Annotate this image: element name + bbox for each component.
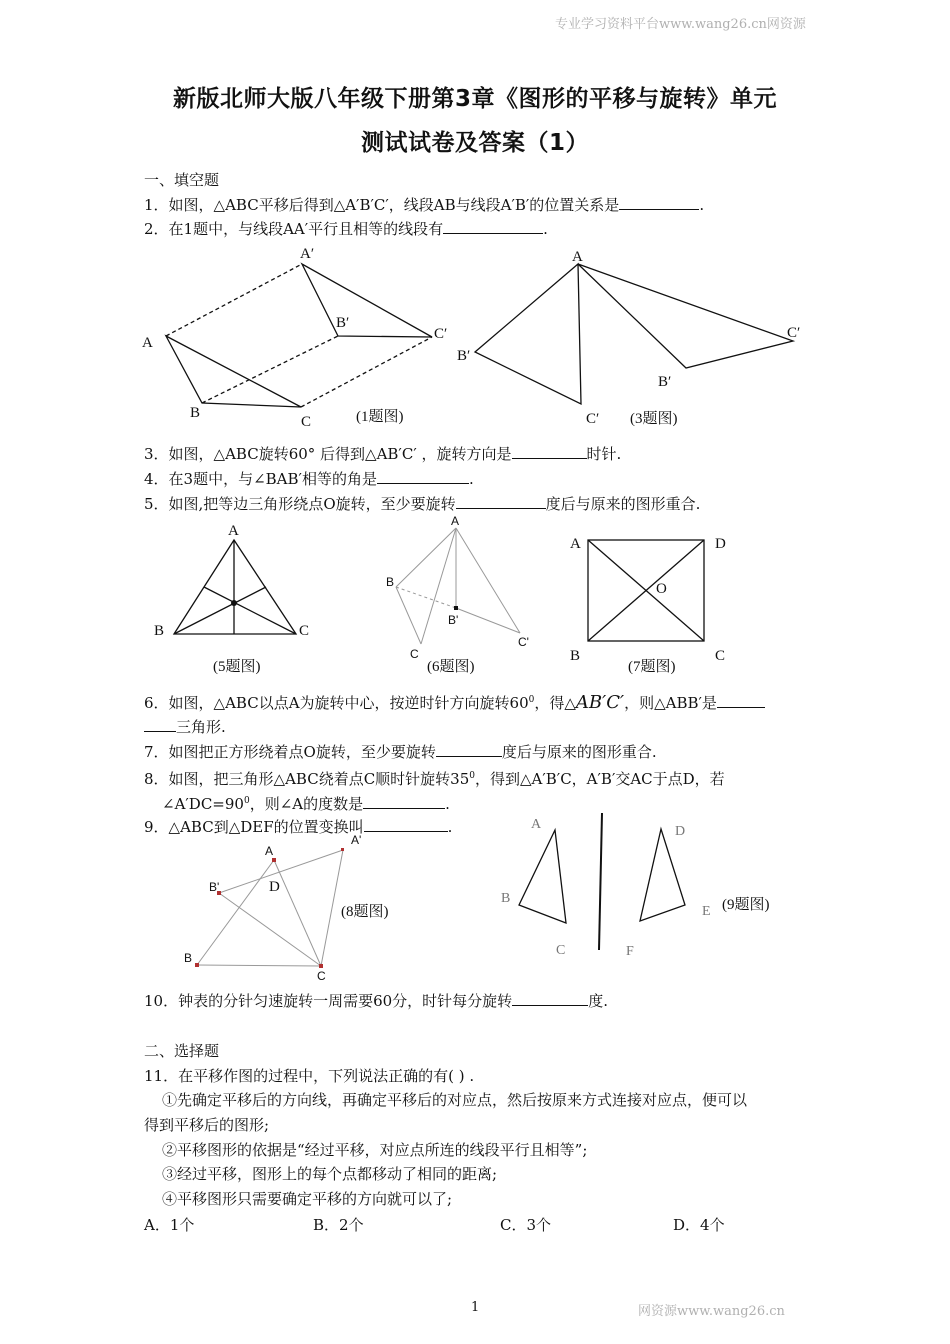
triangle-def	[640, 829, 685, 921]
statement-2: ②平移图形的依据是“经过平移，对应点所连的线段平行且相等”;	[162, 1141, 588, 1159]
figure-1-caption: (1题图)	[356, 409, 404, 425]
option-d[interactable]: D．4个	[673, 1216, 725, 1234]
center-point	[231, 600, 237, 606]
answer-blank-3[interactable]	[512, 443, 587, 459]
label-b-prime: B'	[448, 613, 459, 627]
label-d: D	[269, 879, 280, 895]
answer-blank-8[interactable]	[363, 793, 445, 809]
figure-9	[495, 805, 815, 970]
label-c: C′	[586, 411, 600, 427]
dashed-aa	[166, 264, 302, 336]
triangle-abc	[519, 830, 566, 923]
label-a: A	[142, 335, 153, 351]
triangle-ab-prime-c-prime	[578, 264, 793, 368]
question-2: 2．在1题中，与线段AA′平行且相等的线段有 .	[144, 220, 548, 238]
question-6	[144, 690, 765, 713]
label-b: B	[154, 623, 165, 639]
footer-watermark: 网资源www.wang26.cn	[638, 1304, 785, 1319]
math-ab-prime-c-prime: AB′C′	[575, 692, 625, 713]
question-7-text: 7．如图把正方形绕着点O旋转，至少要旋转	[144, 743, 436, 761]
divider-line	[599, 813, 602, 950]
statement-1: ①先确定平移后的方向线，再确定平移后的对应点，然后按原来方式连接对应点，便可以	[162, 1091, 748, 1109]
question-6-suffix: 三角形.	[176, 718, 226, 736]
option-b[interactable]: B．2个	[313, 1216, 364, 1234]
question-10-suffix: 度.	[588, 992, 608, 1010]
figure-8-caption: (8题图)	[341, 904, 389, 920]
question-8	[144, 766, 725, 789]
answer-blank-4[interactable]	[377, 468, 469, 484]
question-8-text: 8．如图，把三角形△ABC绕着点C顺时针旋转35	[144, 770, 470, 788]
label-b: B	[184, 951, 193, 965]
degree-superscript: 0	[528, 695, 535, 705]
figure-3	[450, 240, 820, 440]
label-a-prime: A′	[300, 246, 315, 262]
label-c: C	[299, 623, 310, 639]
equilateral-triangle	[174, 540, 296, 634]
figure-6-caption: (6题图)	[427, 659, 475, 675]
label-e: E	[702, 904, 711, 919]
figure-3-caption: (3题图)	[630, 411, 678, 427]
figure-5-caption: (5题图)	[213, 659, 261, 675]
question-1-text: 1．如图，△ABC平移后得到△A′B′C′，线段AB与线段A′B′的位置关系是	[144, 196, 620, 214]
question-7-suffix: 度后与原来的图形重合.	[501, 743, 657, 761]
dashed-cc	[301, 337, 432, 407]
figure-7-caption: (7题图)	[628, 659, 676, 675]
question-5-text: 5．如图,把等边三角形绕点O旋转，至少要旋转	[144, 495, 456, 513]
question-6-text: 6．如图，△ABC以点A为旋转中心，按逆时针方向旋转60	[144, 694, 529, 712]
label-o: O	[656, 581, 667, 597]
section-choice-heading: 二、选择题	[144, 1042, 220, 1060]
label-b-prime: B'	[209, 880, 220, 894]
question-6-text-3: ，则△ABB′是	[624, 694, 717, 712]
figure-8	[175, 830, 435, 985]
label-f: F	[626, 944, 634, 959]
question-7	[144, 741, 657, 762]
figure-1	[130, 240, 460, 440]
question-9-text: 9．△ABC到△DEF的位置变换叫	[144, 818, 364, 836]
question-3-text: 3．如图，△ABC旋转60° 后得到△AB′C′ ，旋转方向是	[144, 445, 512, 463]
question-4-text: 4．在3题中，与∠BAB′相等的角是	[144, 470, 377, 488]
label-c-prime: C′	[434, 326, 448, 342]
triangle-abc	[475, 264, 581, 404]
answer-blank-1[interactable]	[619, 194, 699, 210]
question-5-suffix: 度后与原来的图形重合.	[545, 495, 701, 513]
question-8-ask: ，则∠A的度数是	[249, 795, 364, 813]
label-b: B	[501, 891, 511, 906]
question-4: 4．在3题中，与∠BAB′相等的角是 .	[144, 470, 474, 488]
question-3	[144, 443, 621, 464]
answer-blank-7[interactable]	[436, 741, 502, 757]
answer-blank-5[interactable]	[456, 493, 546, 509]
answer-blank-6b[interactable]	[144, 716, 176, 732]
label-c: C	[715, 648, 726, 664]
statement-4: ④平移图形只需要确定平移的方向就可以了;	[162, 1190, 453, 1208]
label-d: D	[715, 536, 726, 552]
question-6-text-2: ，得△	[534, 694, 576, 712]
triangle-abc-prime	[302, 264, 432, 337]
figure-9-caption: (9题图)	[722, 897, 770, 913]
label-d: D	[675, 824, 686, 839]
page-title-line2: 测试试卷及答案（1）	[360, 130, 589, 156]
question-8-condition: ∠A′DC=90	[162, 795, 244, 813]
label-c: C	[317, 969, 326, 983]
question-10-text: 10．钟表的分针匀速旋转一周需要60分，时针每分旋转	[144, 992, 513, 1010]
statement-3: ③经过平移，图形上的每个点都移动了相同的距离;	[162, 1165, 498, 1183]
question-5	[144, 493, 700, 514]
question-1: 1．如图，△ABC平移后得到△A′B′C′，线段AB与线段A′B′的位置关系是 .	[144, 196, 705, 214]
answer-blank-2[interactable]	[443, 218, 543, 234]
dashed-bb	[202, 336, 338, 403]
label-c: C	[410, 647, 419, 661]
answer-blank-10[interactable]	[512, 990, 588, 1006]
label-c-prime: C′	[787, 325, 801, 341]
option-a[interactable]: A．1个	[144, 1216, 195, 1234]
figure-5	[140, 515, 340, 685]
label-a: A	[572, 249, 583, 265]
label-b: B	[386, 575, 395, 589]
statement-1-continued: 得到平移后的图形;	[144, 1116, 270, 1134]
label-b-prime: B′	[658, 374, 672, 390]
label-a: A	[228, 523, 239, 539]
label-c-prime: C'	[518, 635, 529, 649]
figure-6	[380, 512, 580, 687]
answer-blank-6a[interactable]	[717, 692, 765, 708]
label-b: B	[570, 648, 581, 664]
label-a-prime: A'	[351, 833, 362, 847]
label-c: C	[301, 414, 312, 430]
question-3-suffix: 时针.	[586, 445, 622, 463]
section-fill-blank-heading: 一、填空题	[144, 171, 220, 189]
figure-7	[560, 528, 750, 683]
question-6-continued	[144, 716, 226, 737]
label-a: A	[451, 514, 460, 528]
question-11: 11．在平移作图的过程中，下列说法正确的有( ) .	[144, 1067, 475, 1085]
label-c: C	[556, 943, 566, 958]
question-2-text: 2．在1题中，与线段AA′平行且相等的线段有	[144, 220, 444, 238]
label-b: B′	[457, 348, 471, 364]
header-watermark: 专业学习资料平台www.wang26.cn网资源	[555, 17, 806, 32]
label-a: A	[531, 817, 542, 832]
degree-superscript: 0	[469, 771, 475, 781]
question-9: 9．△ABC到△DEF的位置变换叫 .	[144, 818, 453, 836]
label-a: A	[570, 536, 581, 552]
question-8-text-2: ，得到△A′B′C，A′B′交AC于点D，若	[475, 770, 725, 788]
page-title-line1: 新版北师大版八年级下册第3章《图形的平移与旋转》单元	[172, 86, 777, 112]
label-b-prime: B′	[336, 315, 350, 331]
triangle-abc	[166, 336, 301, 407]
question-8-continued: $\angle A'DC=90^0$，则∠A的度数是 .	[162, 795, 450, 813]
page-number: 1	[471, 1300, 480, 1315]
degree-superscript: 0	[243, 796, 250, 806]
option-c[interactable]: C．3个	[500, 1216, 552, 1234]
label-a: A	[265, 844, 274, 858]
label-b: B	[190, 405, 201, 421]
question-10	[144, 990, 608, 1011]
